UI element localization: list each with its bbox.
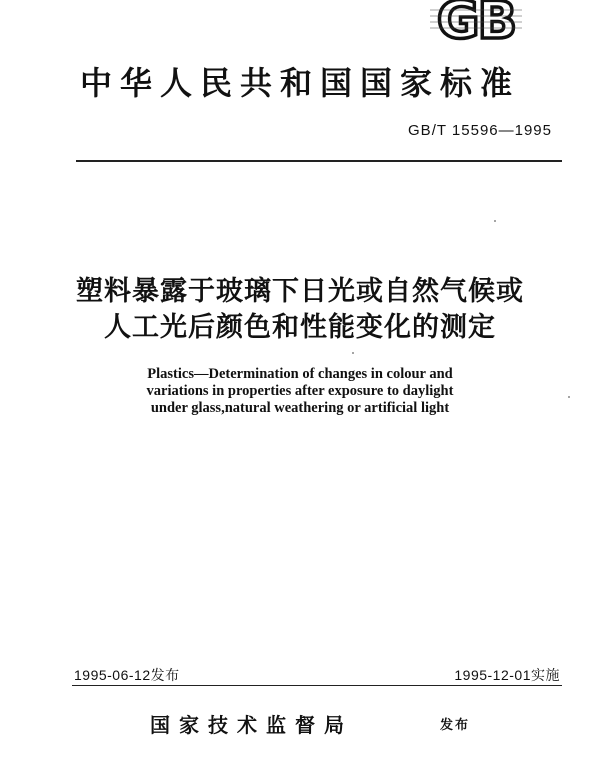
publisher-name: 国家技术监督局 (150, 713, 353, 737)
chinese-title-line-1: 塑料暴露于玻璃下日光或自然气候或 (76, 276, 524, 307)
standard-number: GB/T 15596—1995 (408, 122, 552, 139)
gb-logo-text: GB (436, 0, 516, 44)
header-divider (76, 160, 562, 162)
footer-divider (72, 685, 562, 686)
speck (568, 396, 570, 398)
publish-label: 发布 (440, 718, 471, 733)
english-title (0, 366, 600, 417)
issue-date: 1995-06-12发布 (74, 667, 180, 683)
gb-logo (424, 0, 528, 44)
chinese-title-line-2: 人工光后颜色和性能变化的测定 (104, 312, 496, 343)
org-title: 中华人民共和国国家标准 (79, 64, 520, 102)
speck (352, 352, 354, 354)
english-title-line-2: variations in properties after exposure to daylight (146, 383, 454, 399)
speck (494, 220, 496, 222)
english-title-line-1: Plastics—Determination of changes in colour and (147, 366, 453, 382)
english-title-line-3: under glass,natural weathering or artificial light (150, 400, 450, 416)
implementation-date: 1995-12-01实施 (454, 667, 560, 683)
